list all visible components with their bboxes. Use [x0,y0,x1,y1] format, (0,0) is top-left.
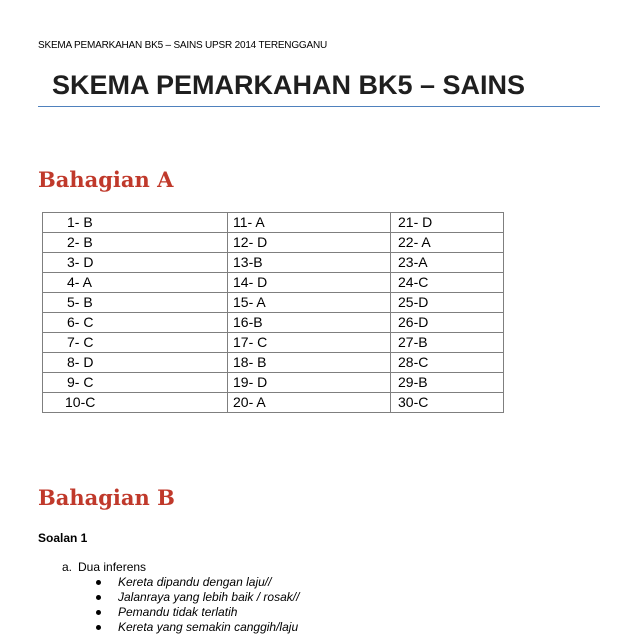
table-row [43,333,504,353]
answer-cell: 25-D [391,293,504,313]
list-item [96,590,299,605]
answer-cell: 28-C [391,353,504,373]
document-title: SKEMA PEMARKAHAN BK5 – SAINS [52,70,526,100]
answer-cell: 20- A [228,393,391,413]
answer-cell: 14- D [228,273,391,293]
table-row [43,233,504,253]
bullet-list [96,575,299,635]
answer-cell: 2- B [43,233,228,253]
answer-cell: 7- C [43,333,228,353]
bullet-text: Jalanraya yang lebih baik / rosak// [118,590,300,604]
table-row [43,253,504,273]
table-row [43,373,504,393]
table-row [43,273,504,293]
answer-cell: 3- D [43,253,228,273]
answer-cell: 21- D [391,213,504,233]
answer-cell: 22- A [391,233,504,253]
bullet-icon [96,625,101,630]
table-row [43,213,504,233]
answer-cell: 27-B [391,333,504,353]
answer-cell: 5- B [43,293,228,313]
answer-cell: 1- B [43,213,228,233]
list-item [96,575,299,590]
bullet-text: Kereta dipandu dengan laju// [118,575,272,589]
answer-cell: 6- C [43,313,228,333]
answer-cell: 4- A [43,273,228,293]
answer-cell: 15- A [228,293,391,313]
answer-cell: 12- D [228,233,391,253]
answer-cell: 8- D [43,353,228,373]
answer-table [42,212,504,413]
question-label: Soalan 1 [38,531,88,545]
answer-cell: 30-C [391,393,504,413]
answer-cell: 26-D [391,313,504,333]
answer-cell: 23-A [391,253,504,273]
answer-cell: 13-B [228,253,391,273]
bullet-text: Kereta yang semakin canggih/laju [118,620,299,634]
table-row [43,393,504,413]
bullet-icon [96,595,101,600]
title-underline [38,106,600,107]
section-heading-bahagian-a: Bahagian A [38,167,174,192]
answer-cell: 17- C [228,333,391,353]
answer-cell: 11- A [228,213,391,233]
answer-cell: 19- D [228,373,391,393]
answer-cell: 24-C [391,273,504,293]
section-heading-bahagian-b: Bahagian B [38,485,175,510]
answer-cell: 9- C [43,373,228,393]
list-item-text: Dua inferens [78,560,147,574]
bullet-icon [96,610,101,615]
answer-cell: 18- B [228,353,391,373]
list-item [96,605,299,620]
list-item-a [62,560,146,574]
answer-cell: 10-C [43,393,228,413]
bullet-icon [96,580,101,585]
list-item [96,620,299,635]
answer-cell: 16-B [228,313,391,333]
bullet-text: Pemandu tidak terlatih [118,605,238,619]
table-row [43,313,504,333]
answer-cell: 29-B [391,373,504,393]
running-header: SKEMA PEMARKAHAN BK5 – SAINS UPSR 2014 TERENGGANU [38,40,328,51]
list-marker: a. [62,560,73,574]
table-row [43,353,504,373]
table-row [43,293,504,313]
